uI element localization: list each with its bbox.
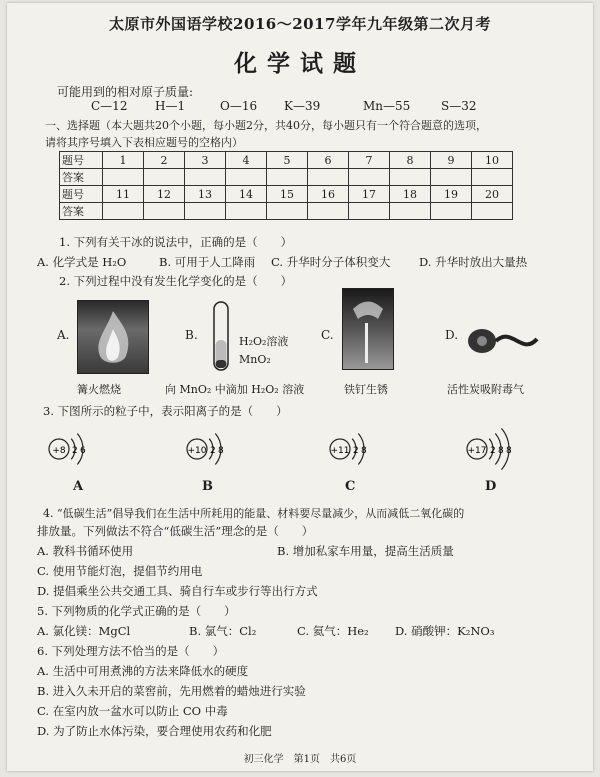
particle-diagram [187, 434, 224, 465]
test-tube-icon [207, 300, 237, 376]
tube-label-mno2: MnO₂ [239, 353, 271, 366]
table-row [60, 203, 513, 220]
q4-option-c: C. 使用节能灯泡，提倡节约用电 [37, 564, 203, 578]
q1-option-c: C. 升华时分子体积变大 [271, 255, 391, 269]
q2-label-a: A. [57, 328, 70, 342]
q2-label-b: B. [185, 328, 198, 342]
q5-stem: 5. 下列物质的化学式正确的是（ ） [37, 604, 236, 618]
answer-cell[interactable] [144, 169, 185, 186]
table-cell: 10 [472, 152, 513, 169]
answer-cell[interactable] [308, 203, 349, 220]
q3-label-d: D [485, 479, 497, 494]
answer-cell[interactable] [103, 169, 144, 186]
electron-count: 2 [72, 446, 78, 456]
table-row [60, 186, 513, 203]
q6-stem: 6. 下列处理方法不恰当的是（ ） [37, 644, 225, 658]
particle-diagram [467, 428, 512, 469]
q5-option-c: C. 氦气：He₂ [297, 624, 369, 638]
table-cell: 8 [390, 152, 431, 169]
answer-cell[interactable] [185, 203, 226, 220]
q5-option-a: A. 氯化镁：MgCl [37, 624, 131, 638]
school-header: 太原市外国语学校2016～2017学年九年级第二次月考 [109, 15, 491, 33]
q2-stem: 2. 下列过程中没有发生化学变化的是（ ） [59, 274, 293, 288]
nail-icon [343, 289, 393, 369]
table-cell: 1 [103, 152, 144, 169]
table-cell: 12 [144, 186, 185, 203]
answer-cell[interactable] [431, 169, 472, 186]
table-cell: 3 [185, 152, 226, 169]
table-cell: 14 [226, 186, 267, 203]
q1-stem: 1. 下列有关干冰的说法中，正确的是（ ） [59, 235, 293, 249]
answer-cell[interactable] [308, 169, 349, 186]
answer-table [59, 151, 513, 220]
answer-cell[interactable] [349, 169, 390, 186]
mass-s: S—32 [441, 99, 477, 113]
particle-diagram [49, 434, 86, 465]
q1-option-a: A. 化学式是 H₂O [37, 255, 127, 269]
table-cell: 5 [267, 152, 308, 169]
section1-instruction: 请将其序号填入下表相应题号的空格内） [45, 136, 243, 149]
table-cell: 2 [144, 152, 185, 169]
q6-option-d: D. 为了防止水体污染，要合理使用农药和化肥 [37, 724, 272, 738]
gas-mask-icon [462, 321, 542, 361]
q6-option-a: A. 生活中可用煮沸的方法来降低水的硬度 [37, 664, 249, 678]
answer-cell[interactable] [144, 203, 185, 220]
answer-cell[interactable] [349, 203, 390, 220]
q4-option-b: B. 增加私家车用量，提高生活质量 [277, 544, 454, 558]
q1-option-d: D. 升华时放出大量热 [419, 255, 528, 269]
answer-cell[interactable] [226, 203, 267, 220]
section1-heading: 一、选择题（本大题共20个小题，每小题2分，共40分，每小题只有一个符合题意的选项， [45, 119, 487, 132]
mass-o: O—16 [220, 99, 258, 113]
table-cell: 18 [390, 186, 431, 203]
answer-cell[interactable] [472, 203, 513, 220]
exam-page [7, 3, 593, 771]
answer-cell[interactable] [431, 203, 472, 220]
nucleus-charge: +17 [467, 446, 487, 456]
q6-option-c: C. 在室内放一盆水可以防止 CO 中毒 [37, 704, 228, 718]
q4-stem-line1: 4. “低碳生活”倡导我们在生活中所耗用的能量、材料要尽量减少，从而减低二氧化碳的 [43, 507, 465, 520]
table-cell: 7 [349, 152, 390, 169]
tube-label-h2o2: H₂O₂溶液 [239, 335, 289, 348]
table-cell: 13 [185, 186, 226, 203]
table-cell: 4 [226, 152, 267, 169]
q3-label-a: A [73, 479, 84, 494]
electron-count: 8 [498, 446, 504, 456]
q3-stem: 3. 下图所示的粒子中，表示阳离子的是（ ） [43, 404, 288, 418]
nucleus-charge: +10 [187, 446, 207, 456]
table-cell: 19 [431, 186, 472, 203]
answer-cell[interactable] [267, 203, 308, 220]
table-cell: 17 [349, 186, 390, 203]
electron-count: 2 [353, 446, 359, 456]
nucleus-charge: +8 [52, 446, 66, 456]
caption-rust: 铁钉生锈 [344, 383, 388, 396]
table-cell: 20 [472, 186, 513, 203]
q4-stem-line2: 排放量。下列做法不符合“低碳生活”理念的是（ ） [37, 524, 314, 538]
caption-bonfire: 篝火燃烧 [77, 383, 121, 396]
answer-cell[interactable] [472, 169, 513, 186]
row-title: 题号 [60, 186, 103, 203]
mass-h: H—1 [155, 99, 186, 113]
q2-label-c: C. [321, 328, 334, 342]
table-cell: 9 [431, 152, 472, 169]
nucleus-charge: +11 [330, 446, 350, 456]
page-footer: 初三化学 第1页 共6页 [243, 754, 357, 765]
q3-label-b: B [202, 479, 213, 494]
q5-option-b: B. 氯气：Cl₂ [189, 624, 257, 638]
exam-title: 化学试题 [234, 50, 366, 77]
rusty-nail-image [342, 288, 394, 370]
q3-label-c: C [345, 479, 356, 494]
electron-count: 2 [210, 446, 216, 456]
q4-option-a: A. 教科书循环使用 [37, 544, 134, 558]
fire-icon [78, 301, 148, 373]
table-cell: 6 [308, 152, 349, 169]
q5-option-d: D. 硝酸钾：K₂NO₃ [395, 624, 495, 638]
table-cell: 11 [103, 186, 144, 203]
mass-c: C—12 [91, 99, 128, 113]
table-row [60, 169, 513, 186]
answer-cell[interactable] [226, 169, 267, 186]
electron-count: 8 [506, 446, 512, 456]
table-cell: 16 [308, 186, 349, 203]
answer-cell[interactable] [185, 169, 226, 186]
atomic-mass-label: 可能用到的相对原子质量: [57, 85, 194, 99]
mass-mn: Mn—55 [363, 99, 411, 113]
electron-count: 8 [218, 446, 224, 456]
bonfire-image [77, 300, 149, 374]
table-cell: 15 [267, 186, 308, 203]
q2-label-d: D. [445, 328, 459, 342]
q4-option-d: D. 提倡乘坐公共交通工具、骑自行车或步行等出行方式 [37, 584, 318, 598]
answer-cell[interactable] [390, 169, 431, 186]
atomic-mass-list [7, 99, 593, 115]
particle-diagrams [7, 423, 593, 483]
electron-count: 8 [361, 446, 367, 456]
answer-title: 答案 [60, 169, 103, 186]
row-title: 题号 [60, 152, 103, 169]
answer-cell[interactable] [103, 203, 144, 220]
electron-count: 6 [80, 446, 86, 456]
particle-diagram [330, 434, 367, 465]
caption-charcoal: 活性炭吸附毒气 [447, 383, 524, 396]
table-row [60, 152, 513, 169]
q6-option-b: B. 进入久未开启的菜窖前，先用燃着的蜡烛进行实验 [37, 684, 306, 698]
answer-cell[interactable] [390, 203, 431, 220]
q1-option-b: B. 可用于人工降雨 [159, 255, 256, 269]
answer-cell[interactable] [267, 169, 308, 186]
answer-title: 答案 [60, 203, 103, 220]
electron-count: 2 [490, 446, 496, 456]
mass-k: K—39 [284, 99, 321, 113]
caption-h2o2: 向 MnO₂ 中滴加 H₂O₂ 溶液 [165, 383, 305, 396]
